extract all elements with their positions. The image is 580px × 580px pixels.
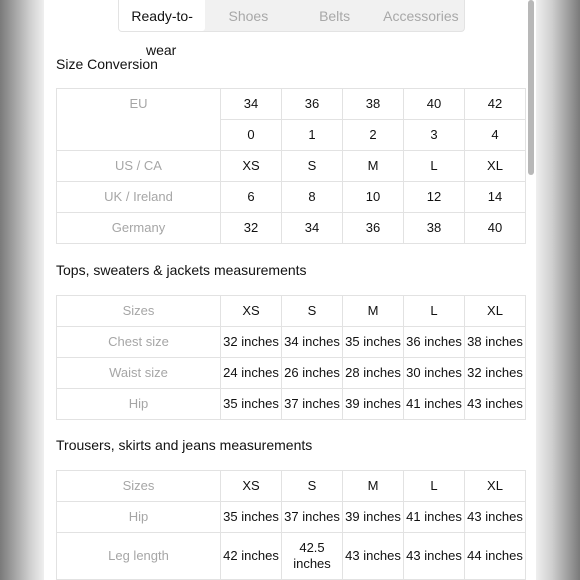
- table-row: [57, 471, 526, 502]
- table-cell: 34 inches: [282, 327, 343, 358]
- table-cell: XL: [465, 471, 526, 502]
- table-cell: 34: [282, 213, 343, 244]
- table-cell: S: [282, 471, 343, 502]
- table-cell: 26 inches: [282, 358, 343, 389]
- tops-measurements-table: [56, 295, 526, 420]
- table-cell: 37 inches: [282, 389, 343, 420]
- table-cell: XS: [221, 471, 282, 502]
- table-cell: 40: [465, 213, 526, 244]
- category-tabs: [118, 0, 465, 32]
- row-label: Sizes: [57, 471, 221, 502]
- table-cell: S: [282, 296, 343, 327]
- tab-label-overflow: wear: [146, 42, 177, 58]
- table-cell: 12: [404, 182, 465, 213]
- table-cell: 28 inches: [343, 358, 404, 389]
- tab-shoes[interactable]: Shoes: [228, 7, 269, 24]
- table-cell: 37 inches: [282, 502, 343, 533]
- row-label: Sizes: [57, 296, 221, 327]
- trousers-measurements-table: [56, 470, 526, 580]
- table-cell: 43 inches: [404, 533, 465, 580]
- table-row: [57, 182, 526, 213]
- table-row: [57, 89, 526, 120]
- table-cell: 8: [282, 182, 343, 213]
- table-cell: 44 inches: [465, 533, 526, 580]
- table-cell: 36: [282, 89, 343, 120]
- table-cell: M: [343, 151, 404, 182]
- table-cell: 38: [404, 213, 465, 244]
- table-cell: 39 inches: [343, 502, 404, 533]
- table-cell: M: [343, 296, 404, 327]
- row-label: Hip: [57, 389, 221, 420]
- table-row: [57, 213, 526, 244]
- table-row: [57, 327, 526, 358]
- table-cell: XS: [221, 151, 282, 182]
- table-cell: 32 inches: [221, 327, 282, 358]
- table-row: [57, 151, 526, 182]
- size-guide-page: [44, 0, 536, 580]
- row-label: EU: [57, 89, 221, 151]
- table-cell: 40: [404, 89, 465, 120]
- table-cell: L: [404, 151, 465, 182]
- table-row: [57, 533, 526, 580]
- table-cell: 36: [343, 213, 404, 244]
- table-row: [57, 502, 526, 533]
- table-cell: 38: [343, 89, 404, 120]
- table-cell: 42: [465, 89, 526, 120]
- table-cell: 4: [465, 120, 526, 151]
- table-cell: 1: [282, 120, 343, 151]
- table-cell: 24 inches: [221, 358, 282, 389]
- table-cell: 2: [343, 120, 404, 151]
- row-label: UK / Ireland: [57, 182, 221, 213]
- table-cell: 36 inches: [404, 327, 465, 358]
- row-label: Hip: [57, 502, 221, 533]
- tab-belts[interactable]: Belts: [319, 7, 351, 24]
- table-cell: 35 inches: [343, 327, 404, 358]
- table-cell: 34: [221, 89, 282, 120]
- table-cell: L: [404, 471, 465, 502]
- table-cell: XL: [465, 296, 526, 327]
- row-label: Leg length: [57, 533, 221, 580]
- size-conversion-table: [56, 88, 526, 244]
- table-cell: 41 inches: [404, 502, 465, 533]
- tab-ready-to-wear[interactable]: Ready-to-: [119, 0, 205, 31]
- table-cell: M: [343, 471, 404, 502]
- table-cell: XS: [221, 296, 282, 327]
- table-cell: 41 inches: [404, 389, 465, 420]
- table-cell: 38 inches: [465, 327, 526, 358]
- table-cell: 43 inches: [465, 502, 526, 533]
- row-label: US / CA: [57, 151, 221, 182]
- table-cell: S: [282, 151, 343, 182]
- table-cell: L: [404, 296, 465, 327]
- table-cell: 6: [221, 182, 282, 213]
- row-label: Waist size: [57, 358, 221, 389]
- tab-accessories[interactable]: Accessories: [383, 7, 459, 24]
- table-cell: XL: [465, 151, 526, 182]
- table-cell: 39 inches: [343, 389, 404, 420]
- tops-measurements-title: Tops, sweaters & jackets measurements: [56, 262, 307, 278]
- table-row: [57, 389, 526, 420]
- table-cell: 32 inches: [465, 358, 526, 389]
- table-cell: 35 inches: [221, 502, 282, 533]
- table-cell: 32: [221, 213, 282, 244]
- table-cell: 3: [404, 120, 465, 151]
- table-cell: 14: [465, 182, 526, 213]
- table-cell: 43 inches: [343, 533, 404, 580]
- table-cell: 35 inches: [221, 389, 282, 420]
- table-row: [57, 358, 526, 389]
- trousers-measurements-title: Trousers, skirts and jeans measurements: [56, 437, 313, 453]
- scrollbar-thumb[interactable]: [528, 0, 534, 175]
- table-cell: 30 inches: [404, 358, 465, 389]
- size-conversion-title: Size Conversion: [56, 56, 158, 72]
- table-cell: 42 inches: [221, 533, 282, 580]
- row-label: Chest size: [57, 327, 221, 358]
- table-cell: 0: [221, 120, 282, 151]
- row-label: Germany: [57, 213, 221, 244]
- table-row: [57, 296, 526, 327]
- table-cell: 42.5 inches: [282, 533, 343, 580]
- table-cell: 10: [343, 182, 404, 213]
- table-cell: 43 inches: [465, 389, 526, 420]
